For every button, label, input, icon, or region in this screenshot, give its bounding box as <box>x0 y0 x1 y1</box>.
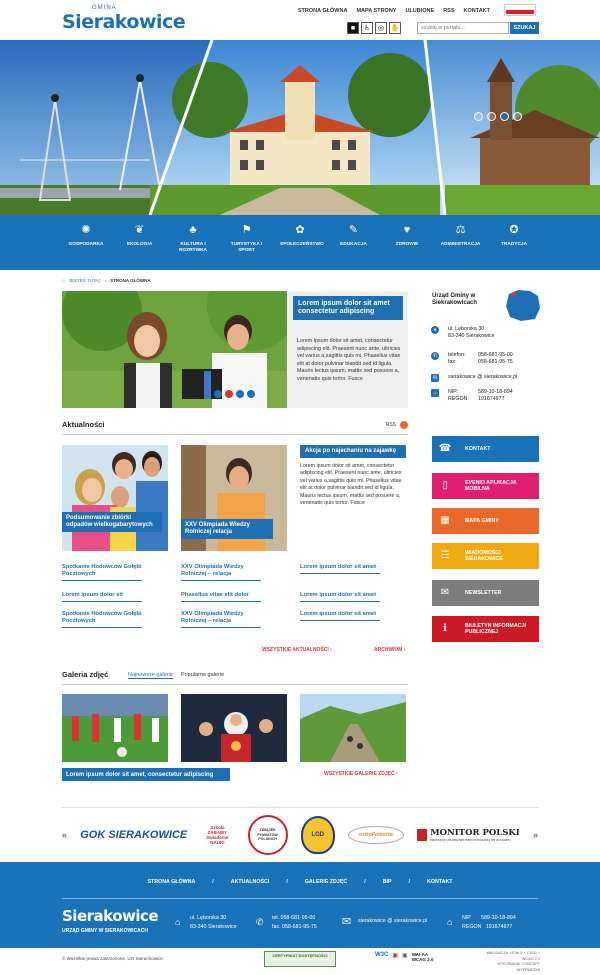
poland-flag-badge[interactable] <box>504 4 536 16</box>
footer-address-2: 83-340 Sierakowice <box>190 924 237 930</box>
category-people[interactable] <box>273 215 327 270</box>
address-line-2: 83-340 Sierakowice <box>448 333 495 339</box>
news-card[interactable] <box>62 445 168 551</box>
contact-icon: ☎ <box>438 442 452 454</box>
accessibility-certificate[interactable]: CERTYFIKAT DOSTĘPNOŚCI <box>264 951 336 967</box>
hero-slider <box>0 40 600 215</box>
featured-dot[interactable] <box>236 390 244 398</box>
tab-popular[interactable]: Popularne galerie <box>180 672 225 678</box>
side-button-bip[interactable] <box>432 616 539 642</box>
archive-link[interactable]: ARCHIWUM › <box>374 647 406 653</box>
news-teaser <box>300 445 406 507</box>
prev-arrow-icon[interactable]: « <box>62 830 68 840</box>
footer-nav <box>0 879 600 885</box>
breadcrumb-current: STRONA GŁÓWNA <box>110 278 151 283</box>
nav-contact[interactable]: KONTAKT <box>463 8 490 14</box>
news-link[interactable]: Lorem ipsum dolor sit <box>62 592 142 602</box>
gallery-tabs <box>128 672 224 679</box>
search-input[interactable] <box>417 22 509 34</box>
nip-value: 589-10-18-894 <box>478 389 513 395</box>
breadcrumb-here: JESTEŚ TUTAJ <box>68 278 101 283</box>
category-label: EKOLOGIA <box>126 242 153 247</box>
footer-divider <box>62 898 538 899</box>
category-health[interactable] <box>380 215 434 270</box>
partner-logo-monitor-sub: DZIENNIK URZĘDOWY RZECZYPOSPOLITEJ POLSKIEJ <box>430 838 511 842</box>
footer-address-1: ul. Lęborska 30 <box>190 915 227 921</box>
partner-logo-pomorze[interactable] <box>348 826 404 844</box>
category-tradition[interactable] <box>487 215 541 270</box>
side-button-label: NEWSLETTER <box>465 589 502 596</box>
category-gear[interactable] <box>59 215 113 270</box>
slide-dot[interactable] <box>474 112 483 121</box>
footer-address <box>190 914 237 932</box>
partner-logo-pomorze-text: ostroPomorza <box>359 832 393 838</box>
tab-newest[interactable]: Najnowsze galerie <box>128 672 173 678</box>
footer-regon: REGON 191674977 <box>462 924 513 930</box>
location-icon: ⌂ <box>175 917 181 927</box>
gallery-title: Galeria zdjęć <box>62 670 109 679</box>
category-education[interactable] <box>327 215 381 270</box>
partner-logo-powiaty[interactable] <box>248 815 288 855</box>
phone-value[interactable]: 058-681-95-00 <box>478 352 513 358</box>
phone-icon: ✆ <box>432 352 438 359</box>
featured-dots <box>214 390 255 398</box>
category-bar <box>0 215 600 270</box>
news-link[interactable]: Lorem ipsum dolor sit amet <box>300 611 380 621</box>
footer-email[interactable]: sierakowice @ sierakowice.pl <box>358 918 428 924</box>
badges <box>375 952 438 962</box>
footer-nav-sep: / <box>286 879 288 885</box>
category-label: KULTURA I ROZRYWKA <box>178 242 208 253</box>
side-button-news[interactable] <box>432 543 539 569</box>
footer-tel[interactable]: tel. 058-681-95-00 <box>272 915 316 921</box>
rss-icon[interactable] <box>400 421 408 429</box>
people-icon: ✿ <box>295 224 305 236</box>
featured-dot-active[interactable] <box>225 390 233 398</box>
w3c-badge[interactable]: W3C <box>375 952 389 958</box>
admin-icon: ⚖ <box>455 224 466 236</box>
news-teaser-title[interactable]: Akcja po najechaniu na zajawkę <box>300 445 406 458</box>
home-icon[interactable]: ⌂ <box>62 278 65 283</box>
office-title: Urząd Gminy w Siekrakowicach <box>432 293 478 306</box>
tradition-icon: ✪ <box>509 224 519 236</box>
slide-dot[interactable] <box>513 112 522 121</box>
rss-label[interactable]: RSS <box>385 422 396 428</box>
hero-dots <box>474 112 522 121</box>
poland-map-icon <box>504 288 541 322</box>
validation-info <box>480 951 540 973</box>
mail-icon: ✉ <box>342 916 352 928</box>
site-logo[interactable]: Sierakowice <box>62 11 186 33</box>
gallery-thumb[interactable] <box>300 694 406 762</box>
footer-nav-bip[interactable]: BIP <box>382 879 392 885</box>
footer <box>0 862 600 948</box>
footer-nav-gallery[interactable]: GALERIE ZDJĘĆ <box>304 879 348 885</box>
partner-logo-monitor[interactable] <box>417 815 520 855</box>
partner-logo-school[interactable] <box>200 815 234 855</box>
email-value[interactable]: sierakowice @ sierakowice.pl <box>448 374 518 380</box>
office-address <box>432 326 495 340</box>
next-arrow-icon[interactable]: » <box>532 830 538 840</box>
nav-favorites[interactable]: ULUBIONE <box>405 8 435 14</box>
all-galleries-link[interactable]: WSZYSTKIE GALERIE ZDJĘĆ › <box>324 771 398 777</box>
news-card-caption[interactable]: Podsumowanie zbiórki odpadów wielkogabarytowych <box>62 512 162 532</box>
slide-dot[interactable] <box>487 112 496 121</box>
footer-fax: fax. 058-681-95-75 <box>272 924 317 930</box>
news-link[interactable]: XXV Olimpiada Wiedzy Rolniczej – relacja <box>181 611 261 628</box>
partner-logo-gok-text: GOK SIERAKOWICE <box>80 829 188 841</box>
side-button-label: BIULETYN INFORMACJI PUBLICZNEJ <box>465 622 526 635</box>
regon-value: 191674977 <box>478 396 505 402</box>
mail-icon: ✉ <box>432 374 438 381</box>
html5-icon: ▣ <box>392 953 399 959</box>
slide-dot-active[interactable] <box>500 112 509 121</box>
news-card[interactable] <box>181 445 287 551</box>
news-card-photo <box>62 445 168 551</box>
news-title: Aktualności <box>62 420 105 429</box>
deaf-icon[interactable]: ✋ <box>389 22 401 34</box>
location-icon: ● <box>431 326 439 334</box>
footer-nav-sep: / <box>408 879 410 885</box>
fax-label: fax: <box>448 359 457 365</box>
category-label: ADMINISTRACJA <box>440 242 481 247</box>
author-line: WYKONANIE CONCEPT INTERMEDIA <box>497 962 540 972</box>
news-link[interactable]: Lorem ipsum dolor sit amet <box>300 592 380 602</box>
featured-title[interactable]: Lorem ipsum dolor sit amet consectetur adipiscing <box>293 296 403 320</box>
nav-home[interactable]: STRONA GŁÓWNA <box>297 8 348 14</box>
news-link[interactable]: Spotkanie Hodowców Gołębi Pocztowych <box>62 611 142 628</box>
header <box>0 0 600 40</box>
category-leaf[interactable] <box>113 215 167 270</box>
news-card-caption[interactable]: XXV Olimpiada Wiedzy Rolniczej relacja <box>181 519 273 539</box>
gallery-caption[interactable]: Lorem ipsum dolor sit amet, consectetur adipiscing <box>62 768 230 781</box>
breadcrumb <box>62 278 151 283</box>
news-link[interactable]: Phasellus vitae elit dolor <box>181 592 261 602</box>
partner-logo-powiaty-text: ZWIĄZEK POWIATÓW POLSKICH <box>257 828 278 842</box>
gallery-header <box>62 670 408 685</box>
news-header <box>62 420 408 435</box>
nip-label: NIP: <box>448 389 459 395</box>
footer-subtitle: URZĄD GMINY W SIERAKOWICACH <box>62 928 149 934</box>
category-tourism[interactable] <box>220 215 274 270</box>
contrast-icon[interactable]: ■ <box>347 22 359 34</box>
phone-label: telefon: <box>448 352 466 358</box>
featured-dot[interactable] <box>247 390 255 398</box>
side-button-label: WIADOMOŚCI SIERAKOWICE <box>465 549 503 562</box>
featured-slider <box>62 291 408 408</box>
news-teaser-text: Lorem ipsum dolor sit amet, consectetur adipiscing elit. Praesent nunc ante, ultricies vel varius a,sagittis quis mi. Phasellus vitae elit at dolor pulvinar blandit sed id ligula. Mauris lectus ipsum, mattis sed posuere a, venenatis quis tortor. Fusce <box>300 463 402 507</box>
tourism-icon: ⚑ <box>241 224 252 236</box>
validation-line: WALIDACJA: HTML5 + CSS3 + WCAG 2.0 <box>486 951 540 961</box>
theater-icon: ♣ <box>189 224 197 236</box>
news-link[interactable]: Lorem ipsum dolor sit amet <box>300 564 380 574</box>
wcag-badge[interactable]: WAI-AA WCAG 2.0 <box>411 952 434 962</box>
address-line-1: ul. Lęborska 30 <box>448 326 485 332</box>
footer-nav-home[interactable]: STRONA GŁÓWNA <box>147 879 196 885</box>
category-label: GOSPODARKA <box>68 242 104 247</box>
hero-image <box>0 40 600 215</box>
footer-ids <box>462 914 516 932</box>
category-label: TURYSTYKA I SPORT <box>230 242 263 253</box>
phone-icon: ✆ <box>256 917 264 927</box>
bip-icon: ℹ <box>443 622 447 634</box>
office-info <box>432 291 540 411</box>
footer-nav-news[interactable]: AKTUALNOŚCI <box>230 879 270 885</box>
side-button-label: MAPA GMINY <box>465 517 499 524</box>
top-nav <box>298 8 490 14</box>
gallery-thumb[interactable] <box>62 694 168 762</box>
search-button[interactable]: SZUKAJ <box>510 22 539 34</box>
side-button-mail[interactable] <box>432 580 539 606</box>
building-icon: ⌂ <box>447 917 453 927</box>
all-news-link[interactable]: WSZYSTKIE AKTUALNOŚCI › <box>262 647 332 653</box>
partner-logo-monitor-text: MONITOR POLSKI <box>430 828 520 838</box>
category-label: ZDROWIE <box>395 242 419 247</box>
office-phone <box>432 352 540 366</box>
partners-bar <box>62 807 538 862</box>
accessibility-toolbar <box>347 22 401 34</box>
category-theater[interactable] <box>166 215 220 270</box>
news-icon: ☰ <box>440 549 450 561</box>
category-label: EDUKACJA <box>340 242 367 247</box>
featured-text: Lorem ipsum dolor sit amet, consectetur adipiscing elit. Praesent nunc ante, ultricies vel varius a,sagittis quis mi. Phasellus vitae elit at dolor pulvinar blandit sed id ligula. Mauris lectus ipsum, mattis sed posuere a, venenatis quis tortor. Fusce <box>297 338 401 382</box>
partner-logo-lgd[interactable] <box>301 816 335 854</box>
mobile-icon: ▯ <box>442 479 448 491</box>
footer-nip: NIP 589-10-18-894 <box>462 915 516 921</box>
copyright: © Wszelkie prawa zastrzeżone, UG Sierachowice <box>62 956 163 961</box>
logo-caption: GMINA <box>92 5 117 11</box>
footer-nav-contact[interactable]: KONTAKT <box>427 879 453 885</box>
leaf-icon: ❦ <box>134 224 145 236</box>
side-button-mobile[interactable] <box>432 473 539 499</box>
side-button-label: KONTAKT <box>465 445 491 452</box>
education-icon: ✎ <box>348 224 359 236</box>
side-button-label: EVENIO APLIKACJA MOBILNA <box>465 479 517 492</box>
gear-icon: ✺ <box>81 224 91 236</box>
footer-logo[interactable]: Sierakowice <box>62 907 159 925</box>
office-email <box>432 374 517 381</box>
blind-icon[interactable]: ◎ <box>375 22 387 34</box>
partner-logo-gok[interactable] <box>80 815 187 855</box>
mail-icon: ✉ <box>440 586 450 598</box>
side-button-contact[interactable] <box>432 436 539 462</box>
breadcrumb-separator: › <box>104 278 107 283</box>
featured-dot[interactable] <box>214 390 222 398</box>
building-icon: ⌂ <box>431 389 439 397</box>
eagle-icon <box>417 829 427 841</box>
nav-sitemap[interactable]: MAPA STRONY <box>356 8 397 14</box>
footer-phone <box>272 914 317 932</box>
category-label: SPOŁECZEŃSTWO <box>280 242 324 247</box>
footer-nav-sep: / <box>212 879 214 885</box>
health-icon: ♥ <box>403 224 411 236</box>
css3-icon: ▣ <box>402 953 408 959</box>
bottom-bar <box>0 948 600 975</box>
regon-label: REGON: <box>448 396 469 402</box>
category-admin[interactable] <box>434 215 488 270</box>
map-icon: ▦ <box>440 514 450 526</box>
category-label: TRADYCJA <box>500 242 528 247</box>
fax-value: 058-681-95-75 <box>478 359 513 365</box>
partner-logo-lgd-text: LGD <box>311 832 325 838</box>
news-link[interactable]: XXV Olimpiada Wiedzy Rolniczej – relacja <box>181 564 261 581</box>
gallery-thumb[interactable] <box>181 694 287 762</box>
nav-rss[interactable]: RSS <box>443 8 455 14</box>
partner-logo-school-text: Szkoła ZABAWY Świadome NAUKI <box>206 825 229 845</box>
office-ids <box>432 389 540 403</box>
wheelchair-icon[interactable]: ♿ <box>361 22 373 34</box>
news-link[interactable]: Spotkanie Hodowców Gołębi Pocztowych <box>62 564 142 581</box>
footer-nav-sep: / <box>364 879 366 885</box>
side-button-map[interactable] <box>432 508 539 534</box>
